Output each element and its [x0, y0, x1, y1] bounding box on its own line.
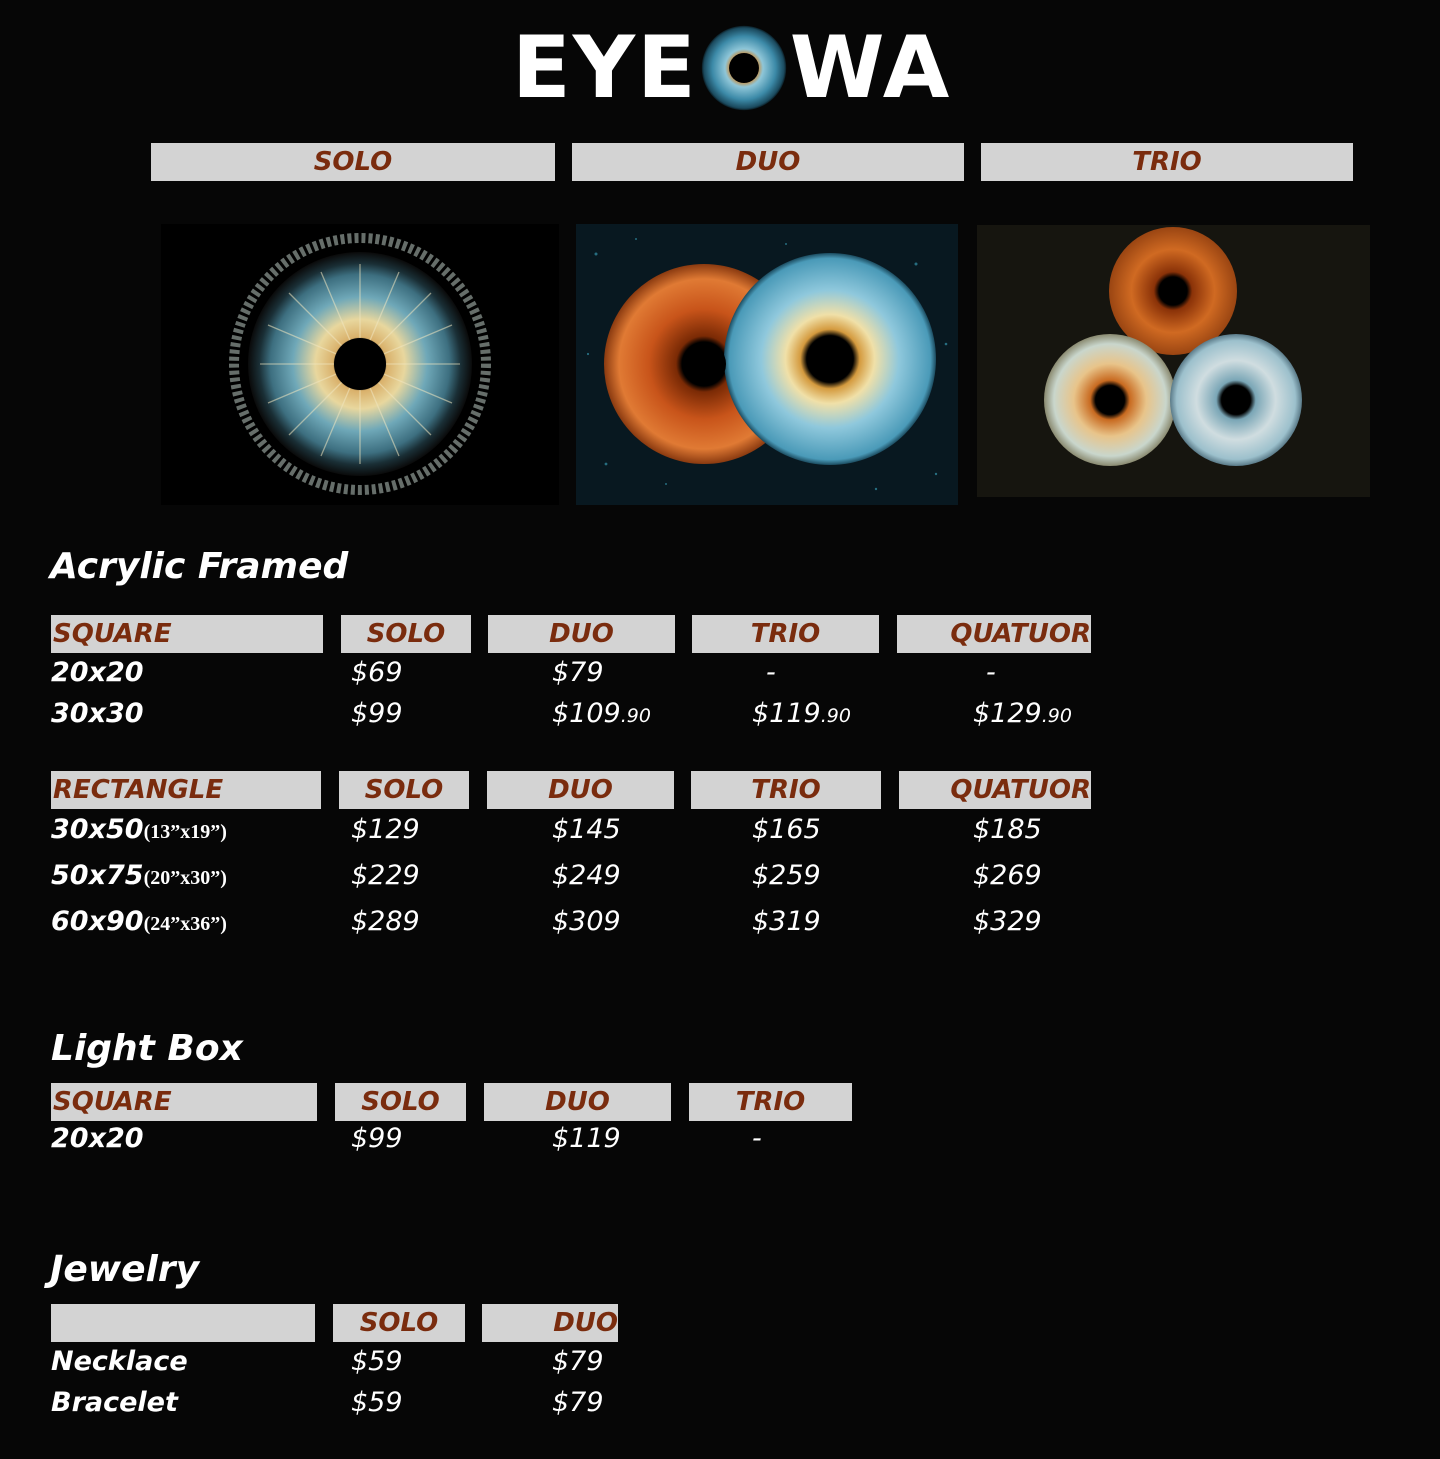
price-duo: $79: [552, 1387, 604, 1418]
price-quatuor: $269: [973, 860, 1042, 891]
header-rectangle: RECTANGLE: [51, 771, 321, 809]
price-quatuor: $185: [973, 814, 1042, 845]
header-duo: DUO: [484, 1083, 671, 1121]
price-trio: -: [766, 657, 776, 688]
header-solo: SOLO: [341, 615, 471, 653]
price-dollars: $119: [752, 698, 821, 729]
tab-duo[interactable]: DUO: [572, 143, 964, 181]
size-50x75: [51, 859, 227, 895]
price-trio: $165: [752, 814, 821, 845]
header-square: SQUARE: [51, 1083, 317, 1121]
price-trio: [752, 697, 851, 733]
size-inches: (13”x19”): [143, 821, 227, 843]
price-duo: $119: [552, 1123, 621, 1154]
header-solo: SOLO: [339, 771, 469, 809]
brand-suffix: WA: [789, 18, 952, 118]
tab-solo[interactable]: SOLO: [151, 143, 555, 181]
size-inches: (20”x30”): [143, 867, 227, 889]
price-solo: $229: [351, 860, 420, 891]
price-solo: $59: [351, 1387, 403, 1418]
price-quatuor: -: [986, 657, 996, 688]
size-30x50: [51, 813, 227, 849]
iris-eye-icon: [700, 24, 788, 112]
trio-iris-image: [977, 225, 1370, 497]
tab-trio[interactable]: TRIO: [981, 143, 1353, 181]
header-solo: SOLO: [333, 1304, 465, 1342]
price-solo: $289: [351, 906, 420, 937]
price-cents: .90: [820, 705, 851, 727]
price-quatuor: $329: [973, 906, 1042, 937]
header-solo: SOLO: [335, 1083, 466, 1121]
price-quatuor: [973, 697, 1072, 733]
price-duo: $249: [552, 860, 621, 891]
header-quatuor: QUATUOR: [897, 615, 1091, 653]
price-duo: $79: [552, 657, 604, 688]
size-cm: 50x75: [51, 860, 144, 891]
header-duo: DUO: [487, 771, 674, 809]
header-duo: DUO: [482, 1304, 618, 1342]
size-20x20: 20x20: [51, 1123, 144, 1154]
price-dollars: $109: [552, 698, 621, 729]
section-title-acrylic: Acrylic Framed: [50, 546, 349, 587]
item-necklace: Necklace: [51, 1346, 188, 1377]
item-bracelet: Bracelet: [51, 1387, 178, 1418]
price-solo: $129: [351, 814, 420, 845]
header-trio: TRIO: [691, 771, 881, 809]
price-duo: $145: [552, 814, 621, 845]
price-solo: $59: [351, 1346, 403, 1377]
size-cm: 30x50: [51, 814, 144, 845]
brand-prefix: EYE: [512, 18, 698, 118]
price-trio: -: [752, 1123, 762, 1154]
header-square: SQUARE: [51, 615, 323, 653]
size-cm: 60x90: [51, 906, 144, 937]
price-solo: $69: [351, 657, 403, 688]
price-solo: $99: [351, 698, 403, 729]
size-30x30: 30x30: [51, 698, 144, 729]
price-solo: $99: [351, 1123, 403, 1154]
price-trio: $319: [752, 906, 821, 937]
price-cents: .90: [1041, 705, 1072, 727]
size-inches: (24”x36”): [143, 913, 227, 935]
price-dollars: $129: [973, 698, 1042, 729]
price-duo: $79: [552, 1346, 604, 1377]
header-trio: TRIO: [692, 615, 879, 653]
header-blank: [51, 1304, 315, 1342]
size-60x90: [51, 905, 227, 941]
price-trio: $259: [752, 860, 821, 891]
section-title-jewelry: Jewelry: [50, 1249, 200, 1290]
price-duo: $309: [552, 906, 621, 937]
brand-logo: [512, 18, 952, 118]
price-cents: .90: [620, 705, 651, 727]
price-duo: [552, 697, 651, 733]
solo-iris-image: [161, 224, 559, 505]
header-trio: TRIO: [689, 1083, 852, 1121]
duo-iris-image: [576, 224, 958, 505]
header-duo: DUO: [488, 615, 675, 653]
header-quatuor: QUATUOR: [899, 771, 1091, 809]
section-title-lightbox: Light Box: [51, 1028, 243, 1069]
size-20x20: 20x20: [51, 657, 144, 688]
